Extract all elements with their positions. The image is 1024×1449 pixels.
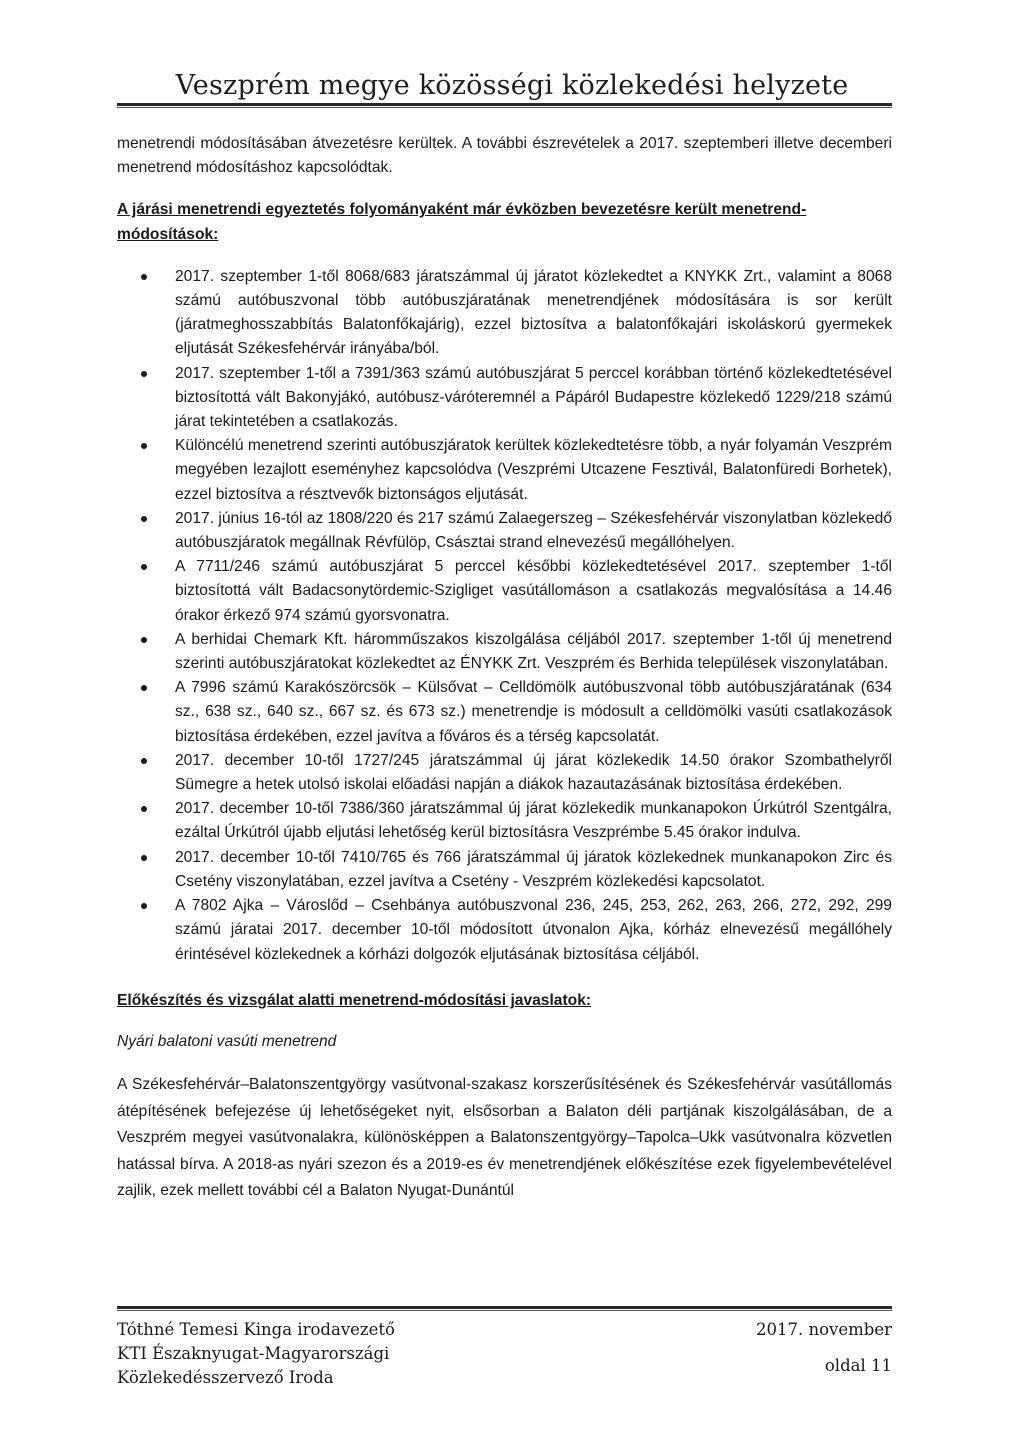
footer-author-block [117, 1318, 395, 1390]
section-heading-implemented: A járási menetrendi egyeztetés folyományaként már évközben bevezetésre került menetrend-módosítások: [117, 201, 807, 243]
bullet-icon [141, 443, 147, 449]
list-item [117, 797, 892, 845]
list-item [117, 362, 892, 435]
list-item [117, 628, 892, 676]
footer-page-number: oldal 11 [824, 1356, 892, 1375]
section-heading-proposals: Előkészítés és vizsgálat alatti menetrend-módosítási javaslatok: [117, 991, 592, 1009]
list-item [117, 555, 892, 628]
list-item [117, 507, 892, 555]
bullet-icon [141, 685, 147, 691]
list-item-text: 2017. június 16-tól az 1808/220 és 217 számú Zalaegerszeg – Székesfehérvár viszonylatban közlekedő autóbuszjáratok megállnak Révfülöp, Császtai strand elnevezésű megállóhelyen. [175, 509, 892, 552]
document-body [117, 132, 892, 1205]
list-item-text: A 7996 számú Karakószörcsök – Külsővat – Celldömölk autóbuszvonal több autóbuszjáratának (634 sz., 638 sz., 640 sz., 667 sz. és 673 sz.) menetrendje is módosult a celldömölki vasúti csatlakozások biztosítása érdekében, ezzel javítva a főváros és a térség kapcsolatát. [175, 679, 892, 745]
footer-rule-thick [117, 1306, 892, 1309]
subsection-title: Nyári balatoni vasúti menetrend [117, 1032, 337, 1050]
intro-paragraph: menetrendi módosításában átvezetésre kerültek. A további észrevételek a 2017. szeptemberi illetve decemberi menetrend módosításhoz kapcsolódtak. [117, 135, 892, 177]
footer-org-line2: Közlekedésszervező Iroda [117, 1368, 334, 1387]
list-item-text: A 7711/246 számú autóbuszjárat 5 perccel későbbi közlekedtetésével 2017. szeptember 1-től biztosítottá vált Badacsonytördemic-Szigliget vasútállomáson a csatlakozás megvalósítása a 14.46 órakor érkező 974 számú gyorsvonatra. [175, 558, 892, 624]
header-rule-thick [117, 103, 892, 106]
footer-date: 2017. november [756, 1320, 892, 1339]
modification-list [117, 265, 892, 967]
list-item [117, 434, 892, 507]
list-item [117, 676, 892, 749]
bullet-icon [141, 855, 147, 861]
list-item [117, 749, 892, 797]
list-item-text: 2017. december 10-től 1727/245 járatszámmal új járat közlekedik 14.50 órakor Szombathelyről Sümegre a hetek utolsó iskolai előadási napján a diákok hazautazásának biztosítása érdekében. [175, 751, 892, 794]
list-item [117, 894, 892, 967]
footer-author: Tóthné Temesi Kinga irodavezető [117, 1320, 395, 1339]
list-item-text: A berhidai Chemark Kft. háromműszakos kiszolgálása céljából 2017. szeptember 1-től új menetrend szerinti autóbuszjáratokat közlekedtet az ÉNYKK Zrt. Veszprém és Berhida települések viszonylatában. [175, 630, 892, 673]
bullet-icon [141, 903, 147, 909]
bullet-icon [141, 516, 147, 522]
list-item-text: 2017. szeptember 1-től 8068/683 járatszámmal új járatot közlekedtet a KNYKK Zrt., valamint a 8068 számú autóbuszvonal több autóbuszjáratának menetrendjének módosítására is sor került (járatmeghosszabbítás Balatonfőkajárig), ezzel biztosítva a balatonfőkajári iskoláskorú gyermekek eljutását Székesfehérvár irányába/ból. [175, 267, 892, 358]
bullet-icon [141, 637, 147, 643]
list-item-text: 2017. szeptember 1-től a 7391/363 számú autóbuszjárat 5 perccel korábban történő közlekedtetésével biztosítottá vált Bakonyjákó, autóbusz-váróteremnél a Pápáról Budapestre közlekedő 1229/218 számú járat tekintetében a csatlakozás. [175, 364, 892, 431]
list-item-text: 2017. december 10-től 7386/360 járatszámmal új járat közlekedik munkanapokon Úrkútról Szentgálra, ezáltal Úrkútról újabb eljutási lehetőség kerül biztosításra Veszprémbe 5.45 órakor indulva. [175, 800, 892, 842]
bullet-icon [141, 806, 147, 812]
list-item-text: 2017. december 10-től 7410/765 és 766 járatszámmal új járatok közlekednek munkanapokon Zirc és Csetény viszonylatában, ezzel javítva a Csetény - Veszprém közlekedési kapcsolatot. [175, 848, 892, 890]
list-item-text: Különcélú menetrend szerinti autóbuszjáratok kerültek közlekedtetésre több, a nyár folyamán Veszprém megyében lezajlott eseményhez kapcsolódva (Veszprémi Utcazene Fesztivál, Balatonfüredi Borhetek), ezzel biztosítva a résztvevők biztonságos eljutását. [175, 437, 892, 503]
body-paragraph: A Székesfehérvár–Balatonszentgyörgy vasútvonal-szakasz korszerűsítésének és Székesfehérvár vasútállomás átépítésének befejezése új lehetőségeket nyit, elsősorban a Balaton déli partjának kiszolgálásában, de a Veszprém megyei vasútvonalakra, különösképpen a Balatonszentgyörgy–Tapolca–Ukk vasútvonalra közvetlen hatással bírva. A 2018-as nyári szezon és a 2019-es év menetrendjének előkészítése ezek figyelembevételével zajlik, ezek mellett további cél a Balaton Nyugat-Dunántúl [117, 1076, 892, 1200]
bullet-icon [141, 274, 147, 280]
list-item [117, 265, 892, 362]
footer-rule-thin [117, 1310, 892, 1311]
header-rule-thin [117, 107, 892, 108]
bullet-icon [141, 564, 147, 570]
list-item [117, 846, 892, 894]
page-header-title: Veszprém megye közösségi közlekedési helyzete [175, 70, 849, 101]
bullet-icon [141, 371, 147, 377]
list-item-text: A 7802 Ajka – Városlőd – Csehbánya autóbuszvonal 236, 245, 253, 262, 263, 266, 272, 292, 299 számú járatai 2017. december 10-től módosított útvonalon Ajka, kórház elnevezésű megállóhely érintésével közlekednek a kórházi dolgozók eljutásának biztosítása céljából. [175, 897, 892, 963]
footer-org-line1: KTI Északnyugat-Magyarországi [117, 1344, 390, 1363]
bullet-icon [141, 758, 147, 764]
